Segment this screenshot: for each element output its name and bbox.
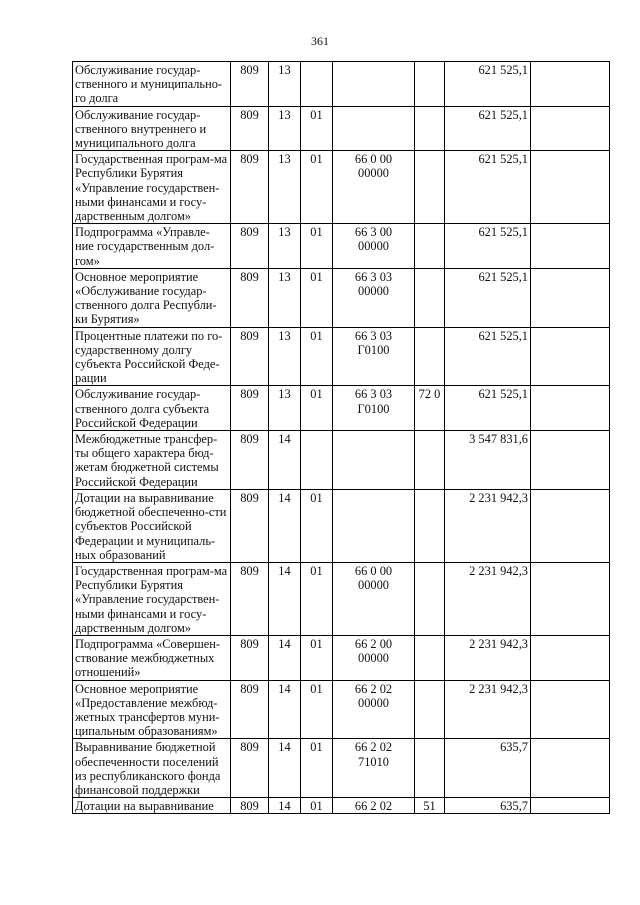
row-name-cell [73, 224, 231, 269]
target-article-cell [333, 386, 415, 431]
section-code-cell [269, 798, 301, 814]
amount: 621 525,1 [478, 387, 528, 402]
target-article-cell [333, 106, 415, 151]
section-code-cell [269, 268, 301, 327]
subsection-code: 01 [310, 269, 323, 284]
target-article-line-1: 66 2 02 [354, 799, 393, 814]
empty-cell [531, 635, 610, 680]
section-code: 13 [278, 225, 291, 240]
row-name-cell [73, 268, 231, 327]
amount-cell [445, 431, 531, 490]
target-article-cell [333, 798, 415, 814]
ministry-code-cell [231, 635, 269, 680]
target-article-line-2: 00000 [358, 651, 389, 666]
row-name: Подпрограмма «Совершен-ствование межбюджетных отношений» [75, 636, 221, 680]
target-article-cell [333, 739, 415, 798]
section-code-cell [269, 635, 301, 680]
expense-type-cell [415, 106, 445, 151]
row-name: Основное мероприятие «Обслуживание государ-ственного долга Республи-ки Бурятия» [75, 269, 217, 327]
target-article-line-2: 00000 [358, 695, 389, 710]
row-name-cell [73, 739, 231, 798]
target-article-cell [333, 62, 415, 107]
expense-type-cell [415, 489, 445, 562]
ministry-code-cell [231, 327, 269, 386]
row-name-cell [73, 489, 231, 562]
target-article-line-2: 71010 [358, 754, 389, 769]
expense-type-cell [415, 386, 445, 431]
subsection-code: 01 [310, 740, 323, 755]
ministry-code: 809 [240, 636, 259, 651]
row-name: Обслуживание государ-ственного и муниципально-го долга [75, 63, 223, 106]
target-article-line-2: Г0100 [357, 401, 390, 416]
table-row [73, 635, 610, 680]
subsection-code: 01 [310, 152, 323, 167]
subsection-code-cell [301, 106, 333, 151]
ministry-code-cell [231, 151, 269, 224]
amount: 621 525,1 [478, 63, 528, 77]
amount: 2 231 942,3 [469, 636, 528, 651]
empty-cell [531, 431, 610, 490]
section-code: 14 [278, 799, 291, 814]
subsection-code: 01 [310, 107, 323, 122]
section-code-cell [269, 431, 301, 490]
subsection-code-cell [301, 680, 333, 739]
budget-table [72, 61, 610, 814]
section-code-cell [269, 327, 301, 386]
section-code: 14 [278, 740, 291, 755]
target-article-line-1: 66 2 02 [354, 740, 393, 755]
table-row [73, 680, 610, 739]
subsection-code-cell [301, 386, 333, 431]
table-row [73, 268, 610, 327]
ministry-code-cell [231, 739, 269, 798]
ministry-code: 809 [240, 107, 259, 122]
amount-cell [445, 386, 531, 431]
row-name-cell [73, 386, 231, 431]
section-code: 13 [278, 269, 291, 284]
amount: 2 231 942,3 [469, 490, 528, 505]
row-name-cell [73, 327, 231, 386]
subsection-code-cell [301, 489, 333, 562]
empty-cell [531, 489, 610, 562]
row-name: Межбюджетные трансфер-ты общего характера бюд-жетам бюджетной системы Российской Федерации [75, 432, 219, 489]
target-article-line-1: 66 3 00 [354, 225, 393, 240]
empty-cell [531, 798, 610, 814]
expense-type-cell [415, 327, 445, 386]
row-name-cell [73, 431, 231, 490]
target-article-line-1: 66 0 00 [354, 152, 393, 167]
ministry-code: 809 [240, 269, 259, 284]
row-name: Обслуживание государ-ственного внутреннего и муниципального долга [75, 107, 207, 151]
section-code-cell [269, 106, 301, 151]
section-code: 13 [278, 107, 291, 122]
ministry-code-cell [231, 680, 269, 739]
target-article-cell [333, 635, 415, 680]
section-code-cell [269, 562, 301, 635]
subsection-code-cell [301, 739, 333, 798]
ministry-code: 809 [240, 799, 259, 814]
row-name: Дотации на выравнивание бюджетной обеспеченно-сти субъектов Российской Федерации и муниципаль-ных образований [75, 490, 227, 562]
subsection-code-cell [301, 224, 333, 269]
ministry-code-cell [231, 562, 269, 635]
amount: 2 231 942,3 [469, 681, 528, 696]
table-row [73, 224, 610, 269]
empty-cell [531, 224, 610, 269]
subsection-code-cell [301, 327, 333, 386]
empty-cell [531, 268, 610, 327]
amount: 621 525,1 [478, 328, 528, 343]
amount-cell [445, 635, 531, 680]
amount: 2 231 942,3 [469, 563, 528, 578]
target-article-cell [333, 431, 415, 490]
amount-cell [445, 224, 531, 269]
section-code: 13 [278, 63, 291, 77]
row-name: Обслуживание государ-ственного долга субъекта Российской Федерации [75, 387, 210, 430]
amount-cell [445, 562, 531, 635]
section-code: 13 [278, 328, 291, 343]
target-article-line-2: 00000 [358, 284, 389, 299]
target-article-line-1: 66 0 00 [354, 563, 393, 578]
expense-type-cell [415, 62, 445, 107]
subsection-code: 01 [310, 387, 323, 402]
subsection-code-cell [301, 562, 333, 635]
row-name-cell [73, 106, 231, 151]
row-name: Подпрограмма «Управле-ние государственным дол-гом» [75, 225, 215, 268]
subsection-code: 01 [310, 328, 323, 343]
amount-cell [445, 62, 531, 107]
expense-type-cell [415, 635, 445, 680]
target-article-cell [333, 327, 415, 386]
target-article-line-1: 66 3 03 [354, 387, 393, 402]
section-code-cell [269, 151, 301, 224]
ministry-code-cell [231, 224, 269, 269]
expense-type-cell [415, 739, 445, 798]
row-name-cell [73, 680, 231, 739]
amount: 621 525,1 [478, 107, 528, 122]
row-name: Основное мероприятие «Предоставление межбюд-жетных трансфертов муни-ципальным образованиям» [75, 681, 220, 739]
ministry-code: 809 [240, 152, 259, 167]
table-row [73, 327, 610, 386]
target-article-line-2: 00000 [358, 239, 389, 254]
empty-cell [531, 680, 610, 739]
subsection-code-cell [301, 431, 333, 490]
amount-cell [445, 798, 531, 814]
table-row [73, 106, 610, 151]
ministry-code: 809 [240, 328, 259, 343]
expense-type-cell [415, 151, 445, 224]
section-code-cell [269, 739, 301, 798]
expense-type-cell [415, 268, 445, 327]
section-code-cell [269, 489, 301, 562]
section-code: 14 [278, 490, 291, 505]
subsection-code-cell [301, 151, 333, 224]
table-row [73, 798, 610, 814]
section-code: 14 [278, 432, 291, 447]
empty-cell [531, 739, 610, 798]
empty-cell [531, 386, 610, 431]
page-number: 361 [311, 34, 329, 48]
target-article-cell [333, 224, 415, 269]
empty-cell [531, 562, 610, 635]
row-name: Дотации на выравнивание [75, 799, 214, 814]
ministry-code-cell [231, 62, 269, 107]
ministry-code-cell [231, 386, 269, 431]
expense-type-cell [415, 562, 445, 635]
target-article-cell [333, 680, 415, 739]
subsection-code: 01 [310, 563, 323, 578]
subsection-code: 01 [310, 225, 323, 240]
empty-cell [531, 62, 610, 107]
target-article-line-1: 66 2 02 [354, 681, 393, 696]
subsection-code: 01 [310, 799, 323, 814]
table-row [73, 739, 610, 798]
target-article-line-2: Г0100 [357, 342, 390, 357]
expense-type-code: 72 0 [418, 387, 441, 402]
ministry-code: 809 [240, 432, 259, 447]
section-code-cell [269, 224, 301, 269]
row-name-cell [73, 62, 231, 107]
table-row [73, 562, 610, 635]
section-code-cell [269, 386, 301, 431]
section-code-cell [269, 680, 301, 739]
row-name-cell [73, 562, 231, 635]
row-name: Выравнивание бюджетной обеспеченности поселений из республиканского фонда финансовой поддержки [75, 740, 221, 797]
amount-cell [445, 739, 531, 798]
ministry-code-cell [231, 106, 269, 151]
subsection-code: 01 [310, 636, 323, 651]
amount-cell [445, 489, 531, 562]
amount: 621 525,1 [478, 269, 528, 284]
subsection-code-cell [301, 635, 333, 680]
ministry-code: 809 [240, 490, 259, 505]
target-article-cell [333, 268, 415, 327]
table-row [73, 489, 610, 562]
ministry-code: 809 [240, 740, 259, 755]
amount-cell [445, 680, 531, 739]
expense-type-code: 51 [423, 799, 436, 814]
subsection-code-cell [301, 62, 333, 107]
subsection-code: 01 [310, 681, 323, 696]
row-name-cell [73, 798, 231, 814]
section-code: 14 [278, 563, 291, 578]
section-code: 13 [278, 152, 291, 167]
subsection-code-cell [301, 798, 333, 814]
table-row [73, 151, 610, 224]
table-row [73, 62, 610, 107]
ministry-code-cell [231, 431, 269, 490]
amount-cell [445, 327, 531, 386]
ministry-code-cell [231, 268, 269, 327]
amount-cell [445, 106, 531, 151]
amount-cell [445, 268, 531, 327]
ministry-code-cell [231, 798, 269, 814]
expense-type-cell [415, 224, 445, 269]
target-article-line-1: 66 2 00 [354, 636, 393, 651]
row-name-cell [73, 635, 231, 680]
target-article-cell [333, 151, 415, 224]
section-code: 14 [278, 636, 291, 651]
ministry-code: 809 [240, 681, 259, 696]
amount: 621 525,1 [478, 225, 528, 240]
table-row [73, 431, 610, 490]
table-row [73, 386, 610, 431]
target-article-line-1: 66 3 03 [354, 328, 393, 343]
expense-type-cell [415, 431, 445, 490]
section-code: 13 [278, 387, 291, 402]
target-article-line-2: 00000 [358, 166, 389, 181]
empty-cell [531, 106, 610, 151]
ministry-code: 809 [240, 387, 259, 402]
row-name: Процентные платежи по го-сударственному долгу субъекта Российской Феде-рации [75, 328, 223, 386]
ministry-code: 809 [240, 563, 259, 578]
ministry-code: 809 [240, 63, 259, 77]
empty-cell [531, 151, 610, 224]
row-name-cell [73, 151, 231, 224]
amount: 635,7 [500, 740, 528, 755]
subsection-code-cell [301, 268, 333, 327]
ministry-code-cell [231, 489, 269, 562]
target-article-line-1: 66 3 03 [354, 269, 393, 284]
target-article-cell [333, 562, 415, 635]
target-article-line-2: 00000 [358, 578, 389, 593]
expense-type-cell [415, 680, 445, 739]
target-article-cell [333, 489, 415, 562]
empty-cell [531, 327, 610, 386]
amount-cell [445, 151, 531, 224]
amount: 3 547 831,6 [469, 432, 528, 447]
amount: 621 525,1 [478, 152, 528, 167]
row-name: Государственная програм-ма Республики Бурятия «Управление государствен-ными финансами и госу-дарственным долгом» [75, 152, 228, 224]
section-code: 14 [278, 681, 291, 696]
section-code-cell [269, 62, 301, 107]
expense-type-cell [415, 798, 445, 814]
subsection-code: 01 [310, 490, 323, 505]
ministry-code: 809 [240, 225, 259, 240]
amount: 635,7 [500, 799, 528, 814]
row-name: Государственная програм-ма Республики Бурятия «Управление государствен-ными финансами и госу-дарственным долгом» [75, 563, 228, 635]
